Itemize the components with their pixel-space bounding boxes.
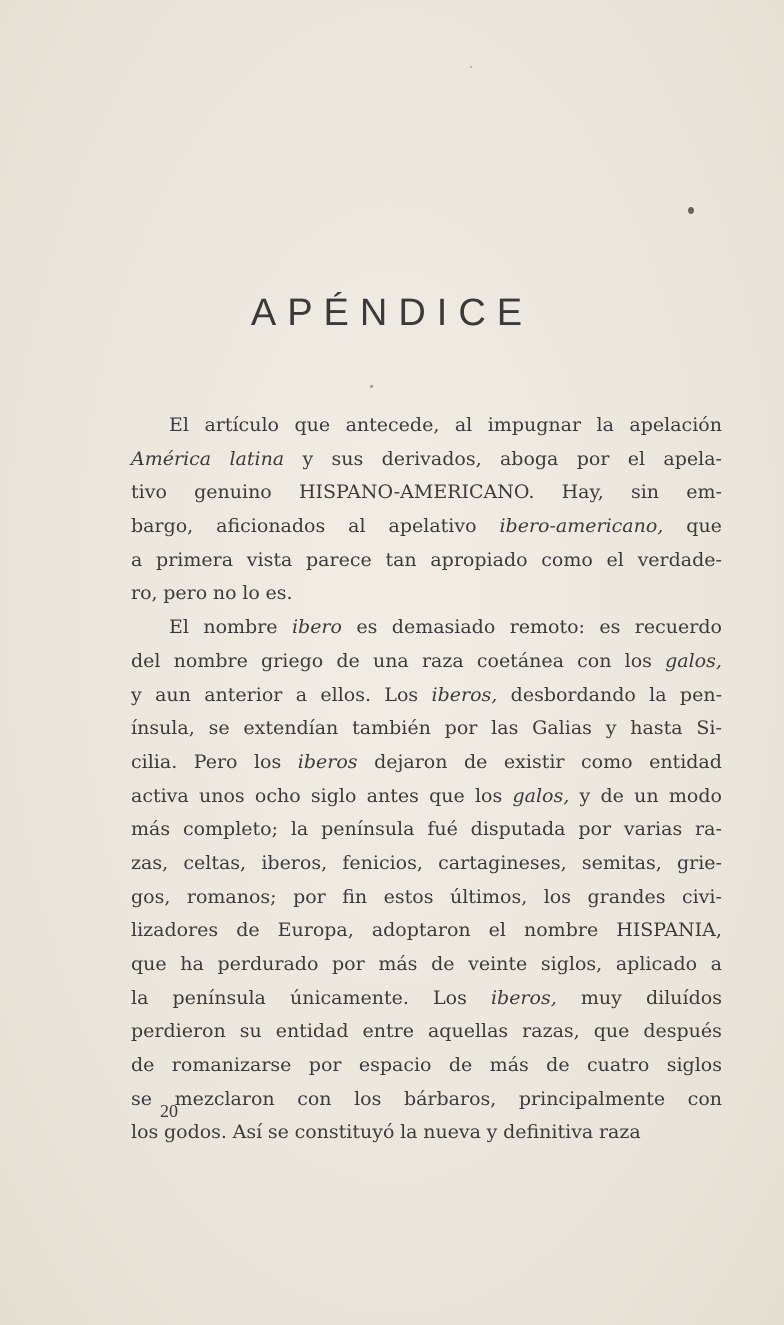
word: principalmente xyxy=(518,1087,666,1110)
word: después xyxy=(643,1020,722,1043)
word: nombre xyxy=(203,616,278,639)
word: más xyxy=(378,953,418,975)
word: Los xyxy=(433,986,467,1009)
word: coetánea xyxy=(476,649,564,672)
word: Europa, xyxy=(277,919,354,942)
word: al xyxy=(348,515,366,538)
word: cartagineses, xyxy=(438,851,567,874)
word: nueva xyxy=(423,1121,481,1144)
word: antecede, xyxy=(345,414,440,436)
word: aficionados xyxy=(216,515,326,538)
word: lizadores xyxy=(131,919,219,942)
italic-word: iberos, xyxy=(431,683,498,706)
text-line xyxy=(131,476,722,510)
word: y xyxy=(605,717,617,740)
word: raza xyxy=(421,649,464,672)
word: varias xyxy=(623,818,683,841)
word: pen- xyxy=(679,683,722,706)
word: por xyxy=(444,717,478,740)
word: que xyxy=(593,1020,630,1043)
word: antes xyxy=(366,784,419,807)
word: genuino xyxy=(194,481,272,504)
text-line xyxy=(131,746,722,780)
word: su xyxy=(239,1020,262,1043)
word: el xyxy=(488,919,506,942)
word: de xyxy=(448,1054,473,1077)
ink-speck xyxy=(470,66,472,68)
word: em- xyxy=(686,481,722,504)
word: apelativo xyxy=(388,515,477,538)
word: artículo xyxy=(204,414,279,436)
text-line xyxy=(131,510,722,544)
word: que xyxy=(294,414,331,436)
word: razas, xyxy=(522,1020,580,1043)
word: como xyxy=(541,548,593,571)
word: aquellas xyxy=(427,1020,509,1043)
word: sus xyxy=(331,447,364,470)
word: península xyxy=(321,818,415,841)
word: Galias xyxy=(532,717,592,740)
word: los xyxy=(131,1121,159,1144)
word: definitiva xyxy=(503,1121,594,1144)
word: espacio xyxy=(358,1054,432,1077)
word: bargo, xyxy=(131,515,194,538)
word: godos. xyxy=(163,1121,227,1144)
word: más xyxy=(489,1054,529,1077)
word: unos xyxy=(198,784,245,807)
word: también xyxy=(352,717,431,740)
word: ínsula, xyxy=(131,717,195,740)
text-line xyxy=(131,443,722,477)
word: las xyxy=(491,717,519,740)
word: nombre xyxy=(173,649,248,672)
word: grie- xyxy=(676,851,722,874)
word: modo xyxy=(668,784,722,807)
word: al xyxy=(454,414,473,436)
word: HISPANO-AMERICANO. xyxy=(298,481,535,504)
word: de xyxy=(236,919,260,942)
word: últimos, xyxy=(449,885,528,908)
word: y xyxy=(131,683,142,706)
word: celtas, xyxy=(183,851,247,874)
word: la xyxy=(131,986,149,1009)
word: únicamente. xyxy=(289,986,409,1009)
word: Así xyxy=(232,1121,263,1144)
italic-word: galos, xyxy=(665,649,722,672)
word: fin xyxy=(342,885,368,908)
word: más xyxy=(131,818,171,841)
word: perdieron xyxy=(131,1020,226,1043)
word: Pero xyxy=(193,750,238,773)
word: que xyxy=(131,953,167,975)
word: que xyxy=(686,515,722,538)
word: completo; xyxy=(182,818,279,841)
word: aun xyxy=(155,683,191,706)
word: apela- xyxy=(663,447,722,470)
word: diluídos xyxy=(645,986,722,1009)
word: raza xyxy=(598,1121,641,1144)
italic-word: latina xyxy=(229,447,285,470)
word: recuerdo xyxy=(634,616,722,639)
word: siglos xyxy=(666,1054,722,1077)
word: El xyxy=(169,414,189,436)
word: el xyxy=(606,548,624,571)
word: bárbaros, xyxy=(403,1087,497,1110)
word: Los xyxy=(384,683,419,706)
word: la xyxy=(649,683,667,706)
word: nombre xyxy=(524,919,599,942)
paragraph xyxy=(131,611,722,1150)
word: por xyxy=(308,1054,342,1077)
word: ocho xyxy=(254,784,301,807)
word: mezclaron xyxy=(174,1087,275,1110)
word: veinte xyxy=(468,953,528,975)
text-line xyxy=(131,409,722,443)
word: desbordando xyxy=(510,683,636,706)
word: sin xyxy=(630,481,660,504)
text-line xyxy=(131,712,722,746)
word: apelación xyxy=(629,414,722,436)
word: derivados, xyxy=(381,447,482,470)
word: impugnar xyxy=(487,414,582,436)
word: y xyxy=(579,784,591,807)
body-text xyxy=(131,409,722,1150)
word: constituyó xyxy=(294,1121,395,1144)
word: con xyxy=(297,1087,332,1110)
word: los xyxy=(253,750,282,773)
word: semitas, xyxy=(581,851,662,874)
word: pero xyxy=(163,582,208,605)
word: perdurado xyxy=(217,953,319,975)
word: gos, xyxy=(131,885,171,908)
word: hasta xyxy=(630,717,683,740)
word: Hay, xyxy=(561,481,604,504)
paragraph xyxy=(131,409,722,611)
text-line xyxy=(131,813,722,847)
word: tivo xyxy=(131,481,167,504)
word: con xyxy=(687,1087,722,1110)
word: se xyxy=(208,717,230,740)
word: del xyxy=(131,649,161,672)
text-line xyxy=(131,881,722,915)
word: los xyxy=(474,784,503,807)
word: y xyxy=(302,447,314,470)
word: ro, xyxy=(131,582,158,605)
word: vista xyxy=(246,548,293,571)
italic-word: galos, xyxy=(512,784,570,807)
word: el xyxy=(627,447,646,470)
word: verdade- xyxy=(637,548,722,571)
word: ra- xyxy=(695,818,722,841)
word: romanos; xyxy=(186,885,277,908)
word: no xyxy=(212,582,237,605)
page-number: 20 xyxy=(160,1101,178,1121)
word: tan xyxy=(385,548,417,571)
word: de xyxy=(431,953,455,975)
word: siglos, xyxy=(540,953,603,975)
word: parece xyxy=(306,548,372,571)
word: es xyxy=(356,616,378,639)
word: por xyxy=(576,447,610,470)
text-line xyxy=(131,1083,722,1117)
word: estos xyxy=(383,885,434,908)
word: de xyxy=(336,649,360,672)
word: a xyxy=(710,953,722,975)
word: es. xyxy=(265,582,293,605)
ink-speck xyxy=(688,207,694,214)
text-line xyxy=(131,679,722,713)
word: remoto: xyxy=(509,616,585,639)
word: anterior xyxy=(204,683,283,706)
word: existir xyxy=(503,750,565,773)
word: los xyxy=(354,1087,382,1110)
word: se xyxy=(131,1087,152,1110)
text-line xyxy=(131,847,722,881)
text-line xyxy=(131,645,722,679)
text-line xyxy=(131,577,722,611)
italic-word: ibero xyxy=(291,616,342,639)
word: se xyxy=(267,1121,289,1144)
word: un xyxy=(634,784,659,807)
text-line xyxy=(131,914,722,948)
word: grandes xyxy=(587,885,666,908)
word: cilia. xyxy=(131,750,178,773)
text-line xyxy=(131,780,722,814)
word: zas, xyxy=(131,851,169,874)
word: fué xyxy=(427,818,458,841)
word: la xyxy=(400,1121,418,1144)
italic-word: iberos xyxy=(297,750,358,773)
text-line xyxy=(131,544,722,578)
word: entidad xyxy=(275,1020,349,1043)
word: una xyxy=(372,649,409,672)
word: iberos, xyxy=(261,851,328,874)
word: es xyxy=(599,616,621,639)
word: ellos. xyxy=(320,683,372,706)
word: ha xyxy=(180,953,204,975)
word: siglo xyxy=(310,784,357,807)
word: de xyxy=(131,1054,155,1077)
word: los xyxy=(624,649,652,672)
italic-word: ibero-americano, xyxy=(499,515,664,538)
word: activa xyxy=(131,784,189,807)
word: con xyxy=(577,649,612,672)
word: El xyxy=(169,616,189,639)
ink-speck xyxy=(370,385,373,388)
text-line xyxy=(131,1116,722,1150)
word: apropiado xyxy=(430,548,528,571)
word: cuatro xyxy=(586,1054,650,1077)
word: aboga xyxy=(499,447,559,470)
italic-word: iberos, xyxy=(490,986,557,1009)
word: por xyxy=(578,818,612,841)
word: lo xyxy=(242,582,260,605)
word: por xyxy=(332,953,365,975)
text-line xyxy=(131,982,722,1016)
word: a xyxy=(295,683,308,706)
word: disputada xyxy=(470,818,566,841)
word: fenicios, xyxy=(342,851,423,874)
section-heading: APÉNDICE xyxy=(250,292,534,334)
word: HISPANIA, xyxy=(616,919,722,942)
word: a xyxy=(131,548,143,571)
word: de xyxy=(546,1054,570,1077)
word: entidad xyxy=(649,750,722,773)
word: adoptaron xyxy=(371,919,471,942)
word: de xyxy=(600,784,624,807)
word: la xyxy=(290,818,309,841)
word: península xyxy=(172,986,266,1009)
word: civi- xyxy=(681,885,722,908)
word: aplicado xyxy=(615,953,698,975)
text-line xyxy=(131,611,722,645)
text-line xyxy=(131,1015,722,1049)
word: por xyxy=(293,885,326,908)
word: demasiado xyxy=(391,616,496,639)
word: griego xyxy=(261,649,324,672)
italic-word: América xyxy=(131,447,212,470)
text-line xyxy=(131,948,722,982)
word: Si- xyxy=(696,717,722,740)
text-line xyxy=(131,1049,722,1083)
word: de xyxy=(463,750,488,773)
word: los xyxy=(543,885,572,908)
word: la xyxy=(596,414,614,436)
word: entre xyxy=(362,1020,414,1043)
word: como xyxy=(581,750,633,773)
word: y xyxy=(486,1121,498,1144)
word: extendían xyxy=(243,717,339,740)
word: que xyxy=(429,784,465,807)
word: primera xyxy=(156,548,234,571)
word: muy xyxy=(580,986,622,1009)
word: dejaron xyxy=(374,750,448,773)
word: romanizarse xyxy=(171,1054,292,1077)
